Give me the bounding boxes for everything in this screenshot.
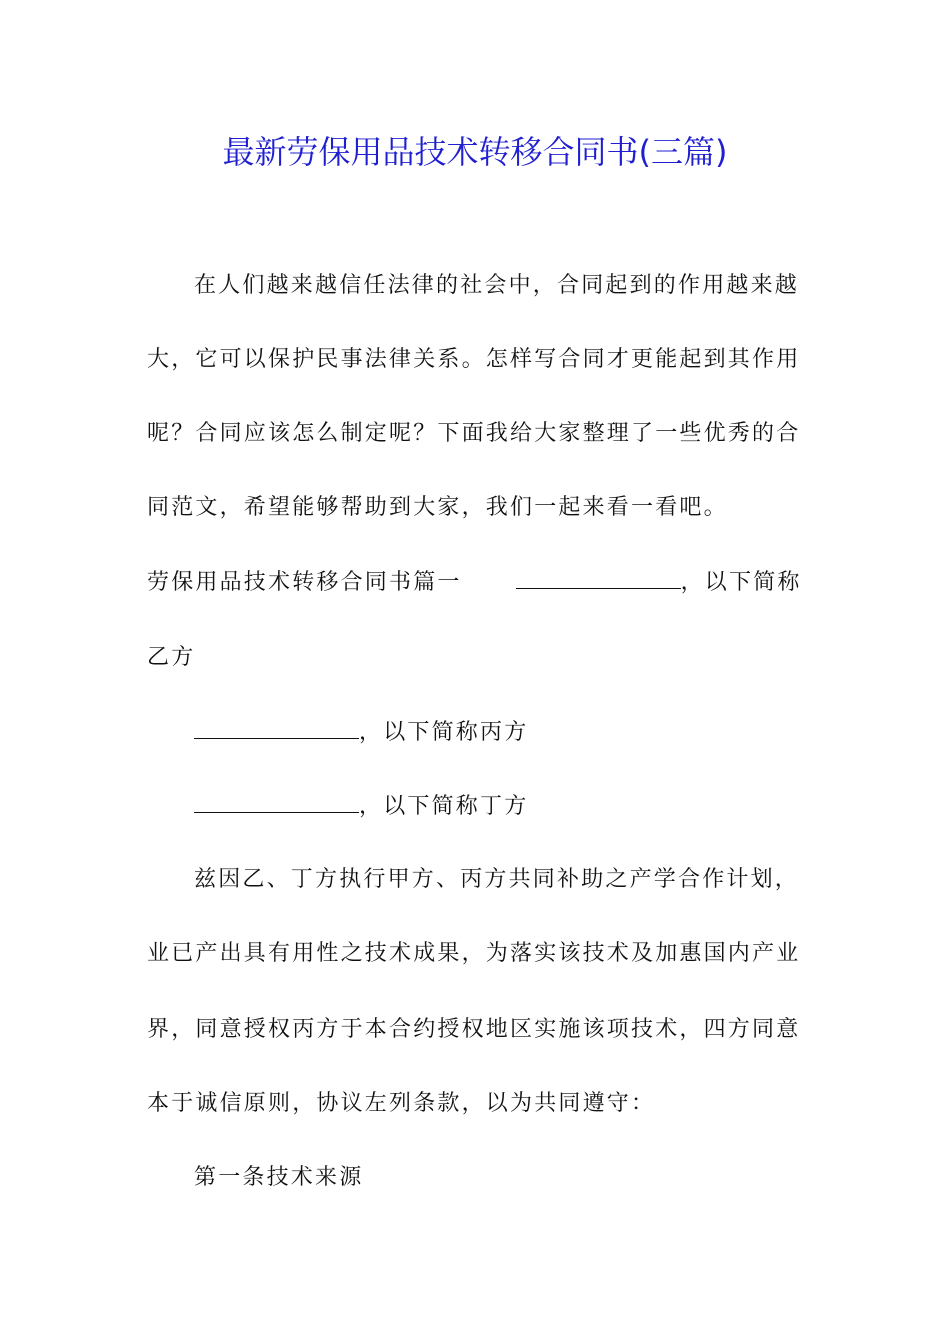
intro-line-2: 大，它可以保护民事法律关系。怎样写合同才更能起到其作用 [147,347,801,372]
body-line-1: 兹因乙、丁方执行甲方、丙方共同补助之产学合作计划， [194,867,800,892]
document-title: 最新劳保用品技术转移合同书(三篇) [222,133,728,171]
intro-line-1: 在人们越来越信任法律的社会中，合同起到的作用越来越 [194,273,800,298]
party-d-line [194,790,528,823]
party-b-wrap: 乙方 [147,645,196,670]
party-c-blank [194,716,359,739]
party-b-suffix: ，以下简称 [680,570,802,595]
party-d-text: ，以下简称丁方 [359,794,529,819]
body-line-4: 本于诚信原则，协议左列条款，以为共同遵守： [147,1091,656,1116]
party-d-blank [194,790,359,813]
body-line-2: 业已产出具有用性之技术成果，为落实该技术及加惠国内产业 [147,941,801,966]
article-1-heading: 第一条技术来源 [194,1165,364,1190]
intro-line-3: 呢？合同应该怎么制定呢？下面我给大家整理了一些优秀的合 [147,421,801,446]
party-b-blank [516,566,681,589]
section-heading: 劳保用品技术转移合同书篇一 [147,570,462,595]
party-c-line [194,716,528,749]
party-c-text: ，以下简称丙方 [359,720,529,745]
intro-line-4: 同范文，希望能够帮助到大家，我们一起来看一看吧。 [147,495,728,520]
body-line-3: 界，同意授权丙方于本合约授权地区实施该项技术，四方同意 [147,1017,801,1042]
party-b-line [147,566,802,599]
